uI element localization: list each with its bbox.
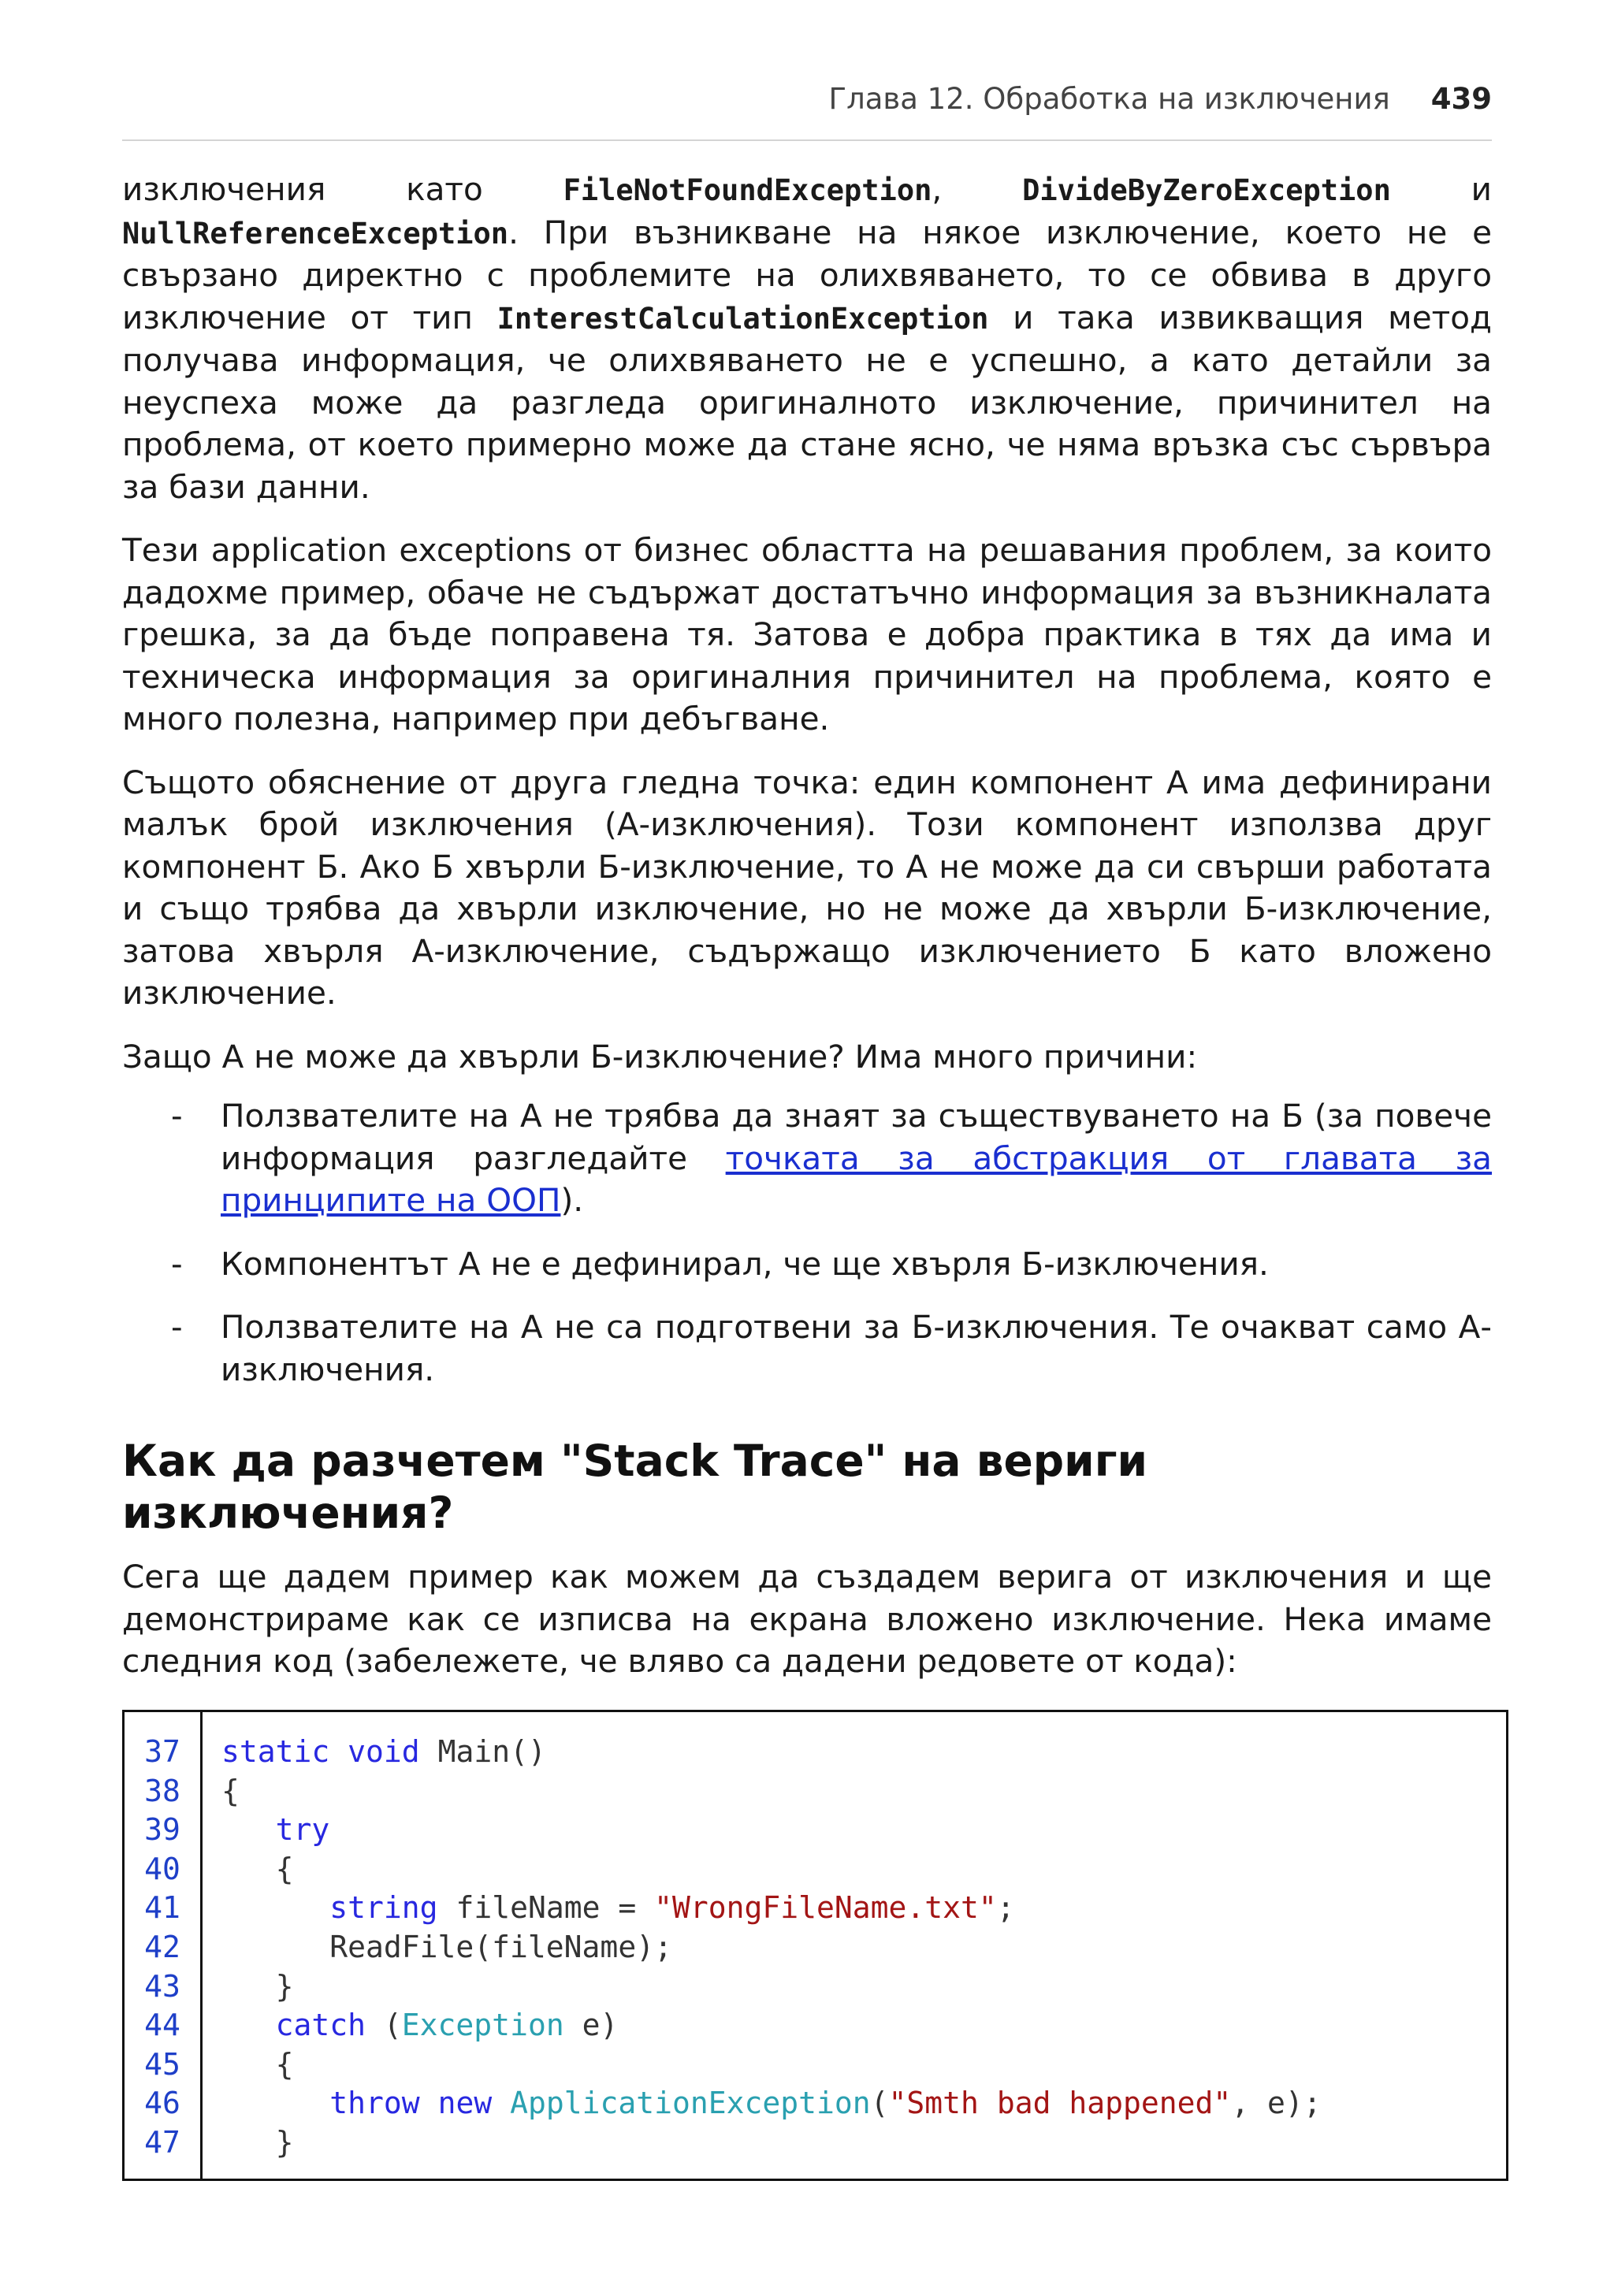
- string-literal: "WrongFileName.txt": [654, 1890, 997, 1926]
- line-number-gutter: [125, 1712, 203, 2179]
- code-text: fileName =: [437, 1890, 655, 1926]
- code-text: (: [366, 2008, 402, 2043]
- paragraph-why-question: Защо А не може да хвърли Б-изключение? Има много причини:: [122, 1037, 1198, 1076]
- code-inline: InterestCalculationException: [496, 301, 989, 336]
- text-run: Ползвателите на А не трябва да знаят за съществуването на Б (за повече информация разгледайте: [221, 1097, 1492, 1177]
- keyword: static: [221, 1734, 330, 1769]
- reasons-list: [122, 1095, 1492, 1391]
- code-inline: DivideByZeroException: [1022, 173, 1391, 207]
- text-run: изключения като: [122, 170, 563, 208]
- line-number: 47: [144, 2124, 180, 2160]
- line-number: 43: [144, 1968, 180, 2004]
- line-number: 38: [144, 1773, 180, 1808]
- header-divider: [122, 139, 1492, 141]
- code-listing: [122, 1710, 1508, 2181]
- keyword: throw: [329, 2086, 420, 2121]
- bullet-dash: -: [171, 1097, 183, 1135]
- code-line: {: [221, 1773, 240, 1808]
- oop-abstraction-link[interactable]: точката за абстракция от главата за принципите на ООП: [221, 1139, 1492, 1219]
- code-line: [221, 1733, 1322, 1772]
- running-header: [122, 82, 1492, 123]
- paragraph-application-exceptions: Тези application exceptions от бизнес областта на решавания проблем, за които дадохме пример, обаче не съдържат достатъчно информация за възникналата грешка, за да бъде поправена тя. Затова е добра практика в тях да има и техническа информация за оригиналния причинител на проблема, която е много полезна, например при дебъгване.: [122, 531, 1492, 737]
- code-indent: [221, 2008, 276, 2042]
- line-number: 42: [144, 1929, 180, 1964]
- page-number: 439: [1430, 82, 1492, 116]
- code-text: , e);: [1231, 2086, 1322, 2121]
- paragraph-exceptions-wrapping: [122, 169, 1492, 508]
- code-text: e): [563, 2008, 619, 2043]
- keyword: new: [437, 2086, 493, 2121]
- code-text: [329, 1734, 348, 1769]
- keyword: try: [275, 1812, 330, 1848]
- string-literal: "Smth bad happened": [888, 2086, 1232, 2121]
- type-name: ApplicationException: [510, 2086, 871, 2121]
- text-run: ,: [932, 170, 1023, 208]
- code-line: }: [221, 2124, 294, 2160]
- code-line: {: [221, 2046, 294, 2082]
- code-inline: FileNotFoundException: [563, 173, 932, 207]
- code-text: (: [870, 2086, 889, 2121]
- code-line: [221, 2084, 1322, 2123]
- text-run: и така извикващия метод получава информация, че олихвяването не е успешно, а като детайли за неуспеха може да разгледа оригиналното изключение, причинител на проблема, от което примерно може да стане ясно, че няма връзка със сървъра за бази данни.: [122, 298, 1492, 506]
- code-text: [492, 2086, 510, 2120]
- code-inline: NullReferenceException: [122, 216, 509, 251]
- code-line: {: [221, 1851, 294, 1886]
- paragraph-example-intro: Сега ще дадем пример как можем да създадем верига от изключения и ще демонстрираме как се изписва на екрана вложено изключение. Нека имаме следния код (забележете, че вляво са дадени редовете от кода):: [122, 1558, 1492, 1680]
- text-run: и: [1390, 170, 1492, 208]
- line-number: 46: [144, 2086, 180, 2121]
- code-line: ReadFile(fileName);: [221, 1929, 672, 1964]
- bullet-dash: -: [171, 1308, 183, 1346]
- code-indent: [221, 1890, 329, 1925]
- keyword: string: [329, 1890, 438, 1926]
- text-run: Ползвателите на А не са подготвени за Б-изключения. Те очакват само А-изключения.: [221, 1308, 1492, 1388]
- code-line: [221, 1811, 1322, 1850]
- text-run: Компонентът А не е дефинирал, че ще хвърля Б-изключения.: [221, 1244, 1269, 1283]
- code-lines: [221, 1712, 1322, 2163]
- bullet-dash: -: [171, 1244, 183, 1283]
- line-number: 37: [144, 1734, 180, 1769]
- code-line: }: [221, 1968, 294, 2004]
- code-indent: [221, 2086, 329, 2120]
- text-run: . При възникване на някое изключение, което не е свързано директно с проблемите на олихвяването, то се обвива в друго изключение от тип: [122, 213, 1492, 336]
- type-name: Exception: [401, 2008, 564, 2043]
- keyword: catch: [275, 2008, 366, 2043]
- section-heading: Как да разчетем "Stack Trace" на вериги изключения?: [122, 1436, 1147, 1538]
- code-line: [221, 2006, 1322, 2045]
- line-number: 44: [144, 2008, 180, 2043]
- list-item: [122, 1243, 1492, 1286]
- code-indent: [221, 1812, 276, 1847]
- line-number: 40: [144, 1851, 180, 1886]
- keyword: void: [348, 1734, 420, 1769]
- line-number: 45: [144, 2046, 180, 2082]
- code-line: [221, 1889, 1322, 1928]
- code-text: Main(): [419, 1734, 546, 1769]
- line-number: 41: [144, 1890, 180, 1926]
- code-text: [420, 2086, 438, 2120]
- list-item: [122, 1095, 1492, 1222]
- page-body: [122, 169, 1492, 1704]
- line-number: 39: [144, 1812, 180, 1848]
- code-text: ;: [996, 1890, 1015, 1926]
- chapter-title: Глава 12. Обработка на изключения: [828, 82, 1390, 116]
- list-item: [122, 1306, 1492, 1391]
- paragraph-component-explanation: Същото обяснение от друга гледна точка: един компонент А има дефинирани малък брой изключения (А-изключения). Този компонент използва друг компонент Б. Ако Б хвърли Б-изключение, то А не може да си свърши работата и също трябва да хвърли изключение, но не може да хвърли Б-изключение, затова хвърля А-изключение, съдържащо изключението Б като вложено изключение.: [122, 763, 1492, 1012]
- text-run: ).: [560, 1181, 584, 1219]
